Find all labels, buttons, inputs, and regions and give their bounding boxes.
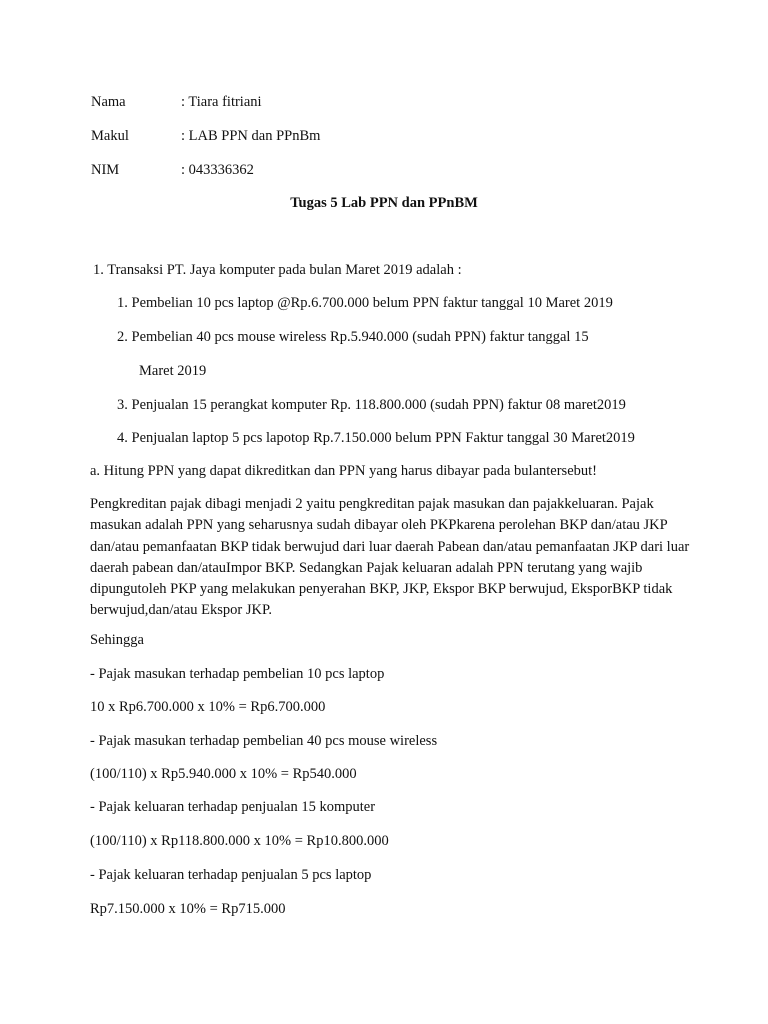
calc-line-8: Rp7.150.000 x 10% = Rp715.000: [90, 901, 286, 917]
explanation-paragraph: Pengkreditan pajak dibagi menjadi 2 yaitu pengkreditan pajak masukan dan pajakkeluaran. Pajak masukan adalah PPN yang seharusnya sudah dibayar oleh PKPkarena perolehan BKP dan/atau JKP dan/atau pemanfaatan BKP tidak berwujud dari luar daerah Pabean dan/atau pemanfaatan JKP dari luar daerah pabean dan/atauImpor BKP. Sedangkan Pajak keluaran adalah PPN terutang yang wajib dipungutoleh PKP yang melakukan penyerahan BKP, JKP, Ekspor BKP berwujud, EksporBKP tidak berwujud,dan/atau Ekspor JKP.: [90, 496, 690, 619]
nim-value: : 043336362: [181, 162, 254, 178]
calc-line-3: - Pajak masukan terhadap pembelian 40 pcs mouse wireless: [90, 733, 438, 749]
calc-line-5: - Pajak keluaran terhadap penjualan 15 komputer: [90, 799, 376, 815]
question-item-2-continued: Maret 2019: [139, 363, 207, 379]
calc-line-1: - Pajak masukan terhadap pembelian 10 pcs laptop: [90, 666, 385, 682]
question-item-2: 2. Pembelian 40 pcs mouse wireless Rp.5.940.000 (sudah PPN) faktur tanggal 15: [117, 329, 589, 345]
question-intro: 1. Transaksi PT. Jaya komputer pada bulan Maret 2019 adalah :: [93, 262, 462, 278]
question-item-4: 4. Penjualan laptop 5 pcs lapotop Rp.7.150.000 belum PPN Faktur tanggal 30 Maret2019: [117, 430, 635, 446]
question-task: a. Hitung PPN yang dapat dikreditkan dan PPN yang harus dibayar pada bulantersebut!: [90, 463, 597, 479]
calc-line-2: 10 x Rp6.700.000 x 10% = Rp6.700.000: [90, 699, 326, 715]
question-item-1: 1. Pembelian 10 pcs laptop @Rp.6.700.000 belum PPN faktur tanggal 10 Maret 2019: [117, 295, 613, 311]
makul-label: Makul: [91, 128, 129, 144]
calc-line-6: (100/110) x Rp118.800.000 x 10% = Rp10.800.000: [90, 833, 389, 849]
nama-value: : Tiara fitriani: [181, 94, 262, 110]
question-item-3: 3. Penjualan 15 perangkat komputer Rp. 118.800.000 (sudah PPN) faktur 08 maret2019: [117, 397, 626, 413]
sehingga-label: Sehingga: [90, 632, 144, 648]
nim-label: NIM: [91, 162, 120, 178]
calc-line-7: - Pajak keluaran terhadap penjualan 5 pcs laptop: [90, 867, 372, 883]
calc-line-4: (100/110) x Rp5.940.000 x 10% = Rp540.000: [90, 766, 357, 782]
nama-label: Nama: [91, 94, 126, 110]
makul-value: : LAB PPN dan PPnBm: [181, 128, 321, 144]
document-title: Tugas 5 Lab PPN dan PPnBM: [290, 195, 478, 211]
